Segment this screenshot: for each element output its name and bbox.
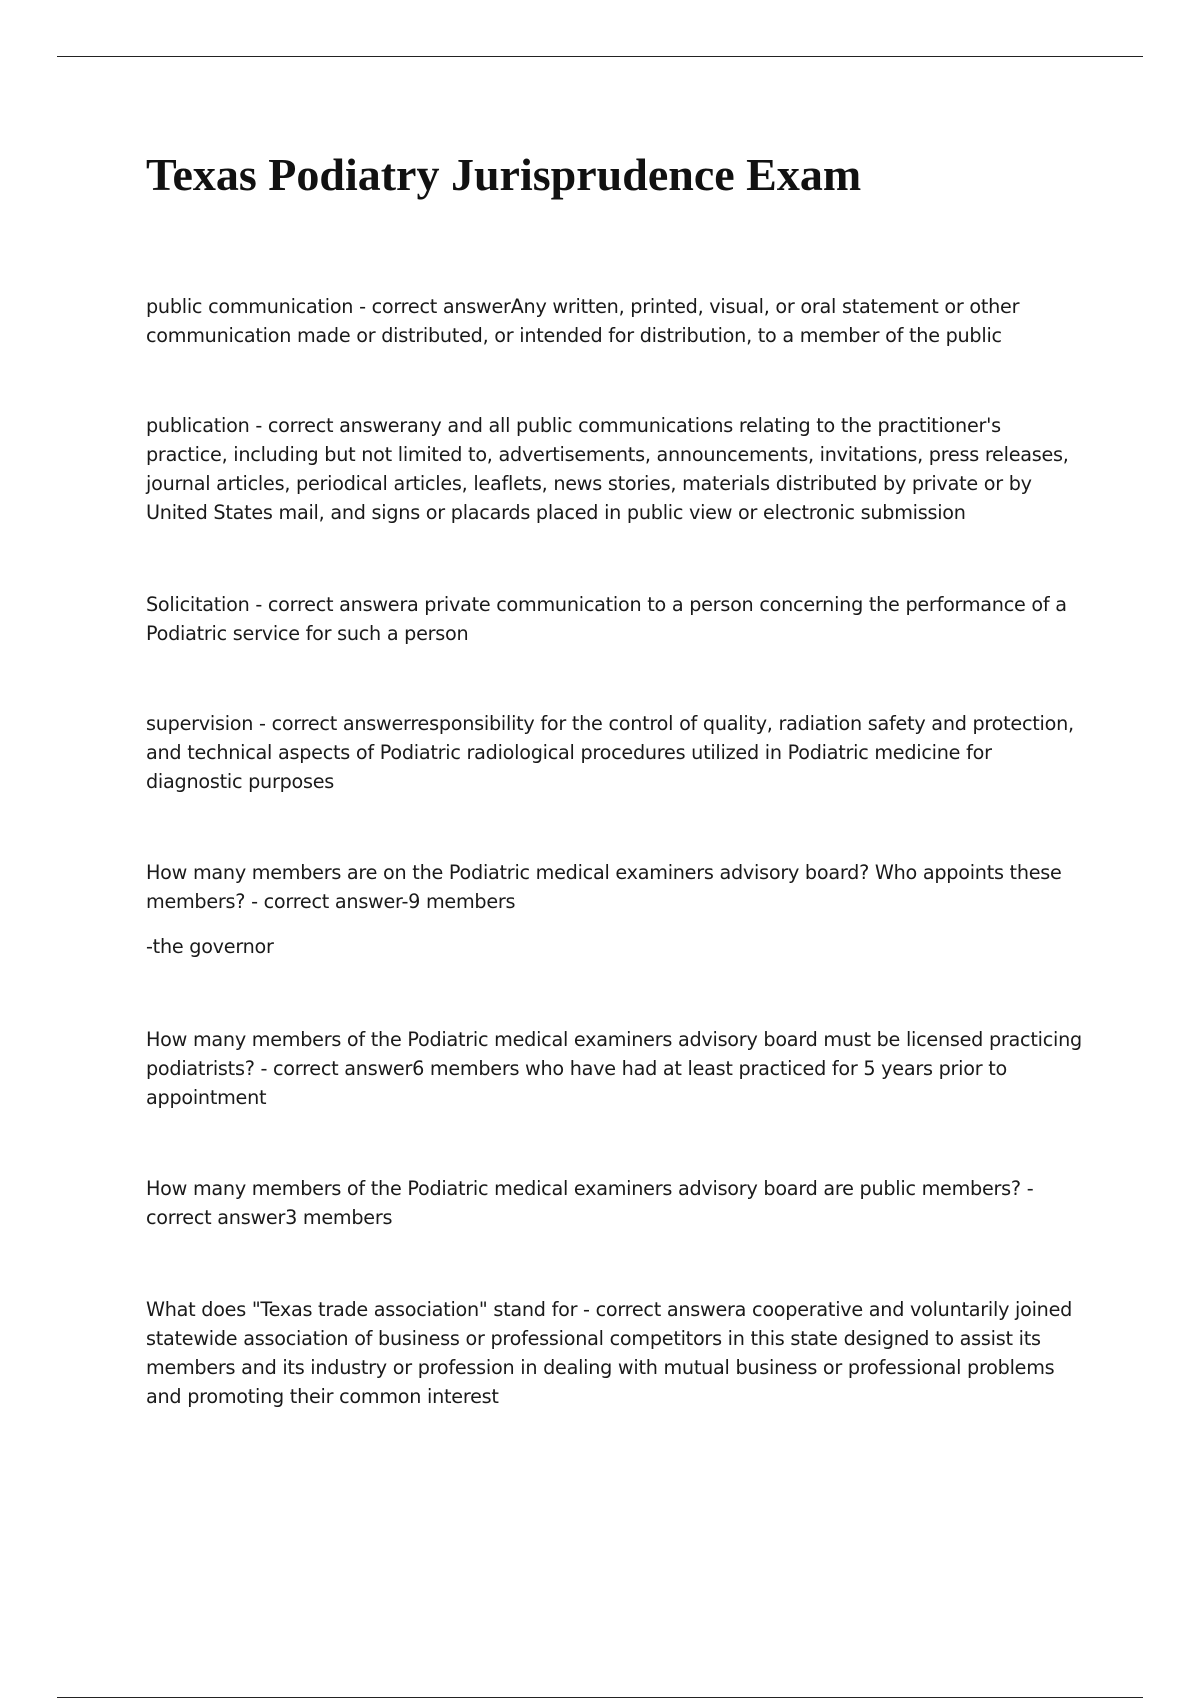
entry-trade-association xyxy=(146,1295,1086,1411)
entry-text: publication - correct answerany and all public communications relating to the practitioner's practice, including but not limited to, advertisements, announcements, invitations, press releases, journal articles, periodical articles, leaflets, news stories, materials distributed by private or by United States mail, and signs or placards placed in public view or electronic submission xyxy=(146,414,1069,524)
entry-text: How many members of the Podiatric medical examiners advisory board are public members? - correct answer3 members xyxy=(146,1177,1034,1229)
entry-supervision xyxy=(146,709,1086,796)
bottom-rule xyxy=(57,1697,1143,1698)
entry-board-members xyxy=(146,858,1086,961)
entry-text: Solicitation - correct answera private communication to a person concerning the performance of a Podiatric service for such a person xyxy=(146,593,1067,645)
entry-extra-text: -the governor xyxy=(146,935,274,958)
entry-publication xyxy=(146,411,1086,527)
entry-text: How many members are on the Podiatric medical examiners advisory board? Who appoints these members? - correct answer-9 members xyxy=(146,861,1062,913)
entry-solicitation xyxy=(146,590,1086,648)
entry-text: How many members of the Podiatric medical examiners advisory board must be licensed practicing podiatrists? - correct answer6 members who have had at least practiced for 5 years prior to appointment xyxy=(146,1028,1082,1109)
entry-text: What does "Texas trade association" stand for - correct answera cooperative and voluntarily joined statewide association of business or professional competitors in this state designed to assist its members and its industry or profession in dealing with mutual business or professional problems and promoting their common interest xyxy=(146,1298,1073,1408)
document-title: Texas Podiatry Jurisprudence Exam xyxy=(146,149,862,200)
entry-public-communication xyxy=(146,292,1086,350)
top-rule xyxy=(57,56,1143,57)
entry-public-members xyxy=(146,1174,1086,1232)
entry-text: public communication - correct answerAny written, printed, visual, or oral statement or other communication made or distributed, or intended for distribution, to a member of the public xyxy=(146,295,1020,347)
entry-licensed-podiatrists xyxy=(146,1025,1086,1112)
entry-text: supervision - correct answerresponsibility for the control of quality, radiation safety and protection, and technical aspects of Podiatric radiological procedures utilized in Podiatric medicine for diagnostic purposes xyxy=(146,712,1074,793)
